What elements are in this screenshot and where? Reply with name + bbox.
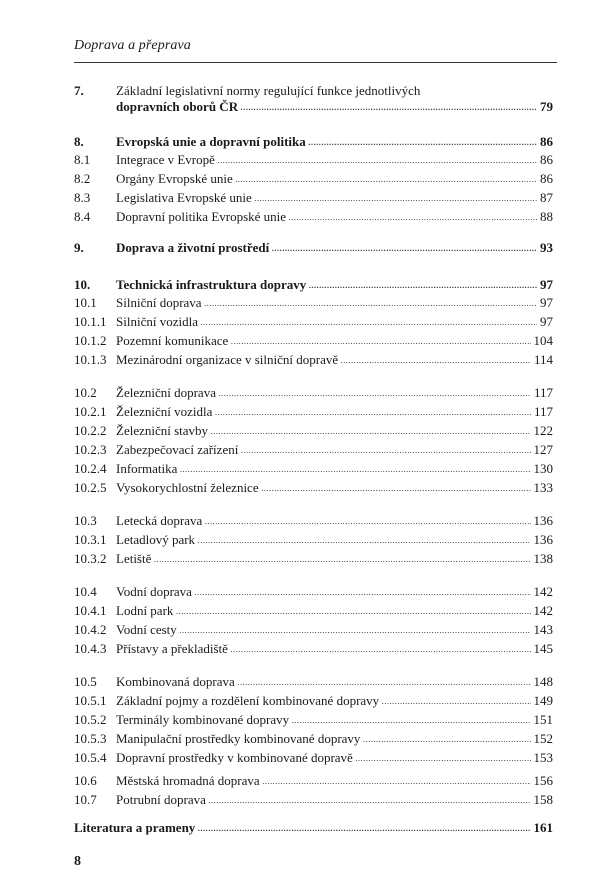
toc-entry-number: 10.5.2 [74, 712, 107, 727]
toc-entry-page: 97 [537, 295, 553, 311]
running-header: Doprava a přeprava [74, 38, 191, 53]
toc-entry [0, 295, 600, 313]
toc-entry-title: Legislativa Evropské unie ..... [116, 190, 537, 206]
toc-entry-title: Doprava a životní prostředí ..... [116, 240, 537, 256]
toc-entry-page: 145 [531, 641, 554, 657]
toc-entry [0, 480, 600, 498]
toc-entry [0, 532, 600, 550]
toc-entry-page: 138 [531, 551, 554, 567]
toc-entry-title: Zabezpečovací zařízení ..... [116, 442, 537, 458]
toc-entry-title: Letadlový park ..... [116, 532, 537, 548]
toc-entry-title: Vodní cesty ..... [116, 622, 537, 638]
toc-entry-page: 122 [531, 423, 554, 439]
toc-entry-title: Základní legislativní normy regulující funkce jednotlivých [116, 83, 421, 98]
toc-entry-title: Silniční doprava ..... [116, 295, 537, 311]
toc-entry-first-line [0, 83, 600, 101]
toc-entry-number: 10.5.3 [74, 731, 107, 746]
toc-entry [0, 152, 600, 170]
toc-entry-title: Mezinárodní organizace v silniční dopravě ..... [116, 352, 537, 368]
toc-entry-title: Manipulační prostředky kombinované dopravy ..... [116, 731, 537, 747]
page-number: 8 [74, 854, 81, 869]
toc-entry-title: dopravních oborů ČR ..... [116, 99, 537, 115]
toc-entry [0, 513, 600, 531]
toc-entry-title: Informatika ..... [116, 461, 537, 477]
toc-entry-page: 133 [531, 480, 554, 496]
toc-entry [0, 551, 600, 569]
toc-entry [0, 134, 600, 152]
toc-entry-number: 10.3.2 [74, 551, 107, 566]
toc-entry-title: Terminály kombinované dopravy ..... [116, 712, 537, 728]
toc-entry-number: 8.3 [74, 190, 91, 205]
toc-entry [0, 820, 600, 838]
toc-entry [0, 584, 600, 602]
toc-entry-page: 161 [531, 820, 554, 836]
toc-entry-number: 8.1 [74, 152, 91, 167]
toc-entry-page: 143 [531, 622, 554, 638]
toc-entry [0, 442, 600, 460]
toc-entry-title: Technická infrastruktura dopravy ..... [116, 277, 537, 293]
toc-entry-number: 10.7 [74, 792, 97, 807]
toc-entry-number: 10.4.2 [74, 622, 107, 637]
toc-entry [0, 693, 600, 711]
toc-entry-number: 10.4 [74, 584, 97, 599]
toc-entry-number: 10.4.1 [74, 603, 107, 618]
toc-entry [0, 603, 600, 621]
toc-entry-title: Městská hromadná doprava ..... [116, 773, 537, 789]
toc-entry-page: 104 [531, 333, 554, 349]
toc-entry-title: Kombinovaná doprava ..... [116, 674, 537, 690]
toc-entry-page: 117 [531, 404, 553, 420]
toc-entry [0, 792, 600, 810]
toc-entry-page: 79 [537, 99, 553, 115]
toc-entry-title: Evropská unie a dopravní politika ..... [116, 134, 537, 150]
toc-entry-title: Literatura a prameny ..... [74, 820, 537, 836]
toc-entry [0, 240, 600, 258]
toc-entry [0, 190, 600, 208]
toc-entry-page: 114 [531, 352, 553, 368]
toc-entry-number: 10.3 [74, 513, 97, 528]
toc-entry [0, 333, 600, 351]
toc-entry-number: 8.4 [74, 209, 91, 224]
toc-entry-title: Železniční doprava ..... [116, 385, 537, 401]
toc-entry-number: 10.1.2 [74, 333, 107, 348]
toc-entry [0, 314, 600, 332]
toc-entry-title: Orgány Evropské unie ..... [116, 171, 537, 187]
toc-entry-number: 10.3.1 [74, 532, 107, 547]
toc-entry [0, 99, 600, 117]
toc-entry-page: 86 [537, 171, 553, 187]
toc-entry-title: Pozemní komunikace ..... [116, 333, 537, 349]
toc-entry-title: Lodní park ..... [116, 603, 537, 619]
toc-entry-number: 10.4.3 [74, 641, 107, 656]
toc-entry-page: 158 [531, 792, 554, 808]
toc-entry-page: 88 [537, 209, 553, 225]
toc-entry [0, 750, 600, 768]
toc-entry [0, 404, 600, 422]
toc-entry-page: 86 [537, 134, 553, 150]
toc-entry-page: 149 [531, 693, 554, 709]
toc-entry-number: 8. [74, 134, 84, 149]
toc-entry-number: 10.2.2 [74, 423, 107, 438]
toc-entry-title: Integrace v Evropě ..... [116, 152, 537, 168]
toc-entry-number: 10.5.4 [74, 750, 107, 765]
toc-entry-number: 10. [74, 277, 91, 292]
toc-entry-title: Dopravní politika Evropské unie ..... [116, 209, 537, 225]
toc-entry [0, 622, 600, 640]
toc-entry [0, 773, 600, 791]
toc-entry [0, 461, 600, 479]
toc-entry [0, 277, 600, 295]
toc-entry-title: Železniční stavby ..... [116, 423, 537, 439]
toc-entry-title: Přístavy a překladiště ..... [116, 641, 537, 657]
toc-entry-title: Vysokorychlostní železnice ..... [116, 480, 537, 496]
toc-entry-title: Potrubní doprava ..... [116, 792, 537, 808]
toc-entry-number: 10.5.1 [74, 693, 107, 708]
toc-entry-title: Silniční vozidla ..... [116, 314, 537, 330]
toc-entry-page: 136 [531, 513, 554, 529]
toc-entry [0, 731, 600, 749]
toc-entry-number: 8.2 [74, 171, 91, 186]
toc-entry [0, 423, 600, 441]
toc-entry-page: 148 [531, 674, 554, 690]
toc-entry-page: 152 [531, 731, 554, 747]
toc-entry-number: 7. [74, 83, 84, 98]
toc-entry-page: 87 [537, 190, 553, 206]
toc-entry-number: 10.5 [74, 674, 97, 689]
toc-entry-number: 10.1.1 [74, 314, 107, 329]
toc-entry [0, 209, 600, 227]
toc-entry-title: Železniční vozidla ..... [116, 404, 537, 420]
toc-entry-page: 97 [537, 277, 553, 293]
toc-entry-number: 9. [74, 240, 84, 255]
toc-entry-number: 10.6 [74, 773, 97, 788]
toc-entry-title: Letecká doprava ..... [116, 513, 537, 529]
toc-entry-page: 136 [531, 532, 554, 548]
toc-entry-title: Základní pojmy a rozdělení kombinované dopravy ..... [116, 693, 537, 709]
toc-entry-page: 156 [531, 773, 554, 789]
toc-entry-page: 127 [531, 442, 554, 458]
toc-entry-number: 10.2 [74, 385, 97, 400]
toc-entry-page: 86 [537, 152, 553, 168]
toc-entry-page: 151 [531, 712, 554, 728]
toc-entry [0, 641, 600, 659]
toc-entry-number: 10.2.5 [74, 480, 107, 495]
toc-entry-page: 93 [537, 240, 553, 256]
toc-entry-title: Vodní doprava ..... [116, 584, 537, 600]
toc-entry-number: 10.2.3 [74, 442, 107, 457]
toc-entry-title: Letiště ..... [116, 551, 537, 567]
toc-entry [0, 712, 600, 730]
toc-entry-number: 10.2.1 [74, 404, 107, 419]
toc-entry-number: 10.2.4 [74, 461, 107, 476]
toc-entry-page: 142 [531, 584, 554, 600]
toc-entry-number: 10.1 [74, 295, 97, 310]
toc-entry-page: 142 [531, 603, 554, 619]
toc-entry [0, 674, 600, 692]
toc-entry [0, 385, 600, 403]
toc-entry [0, 171, 600, 189]
toc-entry-title: Dopravní prostředky v kombinované dopravě ..... [116, 750, 537, 766]
header-rule [74, 62, 557, 63]
toc-entry [0, 352, 600, 370]
toc-entry-page: 117 [531, 385, 553, 401]
toc-entry-page: 153 [531, 750, 554, 766]
toc-entry-page: 97 [537, 314, 553, 330]
toc-entry-number: 10.1.3 [74, 352, 107, 367]
toc-entry-page: 130 [531, 461, 554, 477]
